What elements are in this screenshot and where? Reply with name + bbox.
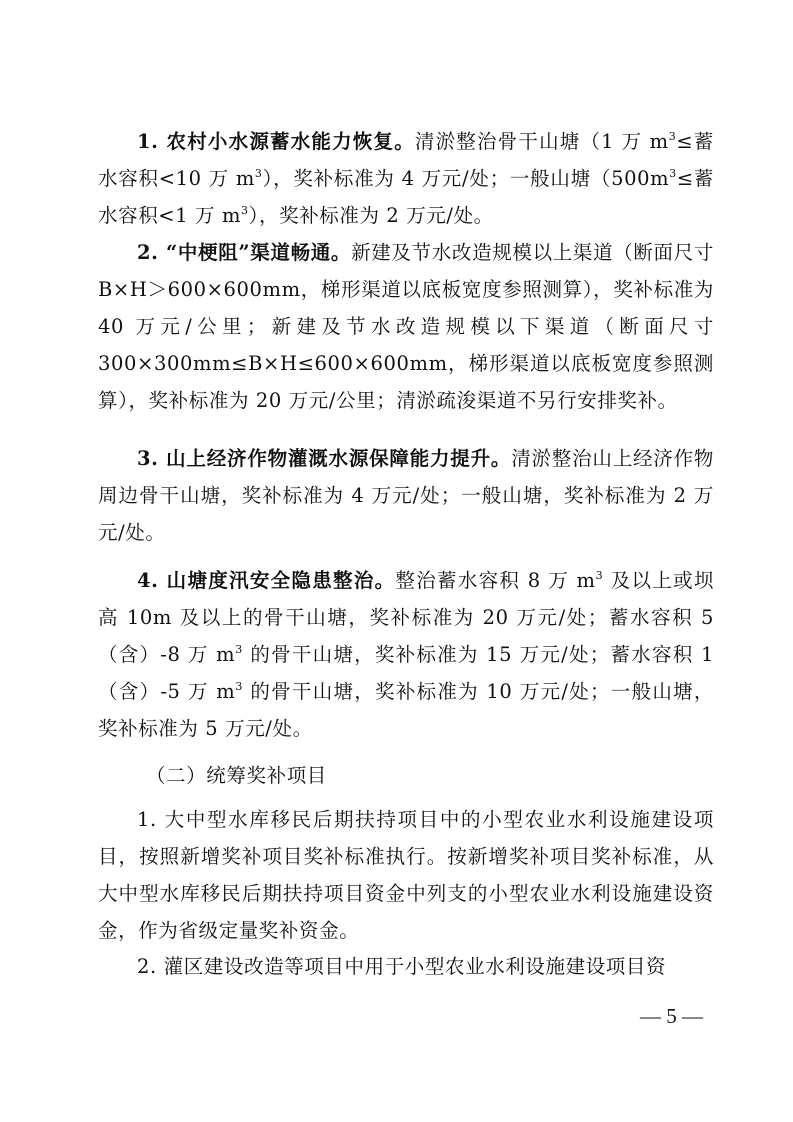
item-1-paragraph [98,123,714,234]
page-number: — 5 — [640,1004,703,1028]
item-4-paragraph [98,562,714,747]
item-3-lead: 3. 山上经济作物灌溉水源保障能力提升。 [137,447,512,470]
superscript: 3 [668,130,677,143]
section-2-heading: （二）统筹奖补项目 [146,764,327,787]
superscript: 3 [254,167,263,180]
section-2-item-2: 2. 灌区建设改造等项目中用于小型农业水利设施建设项目资 [137,955,667,978]
text-segment: ），奖补标准为 2 万元/处。 [248,204,494,227]
item-4-body [98,569,714,740]
superscript: 3 [235,643,243,656]
item-3-paragraph [98,440,714,551]
text-segment: 的骨干山塘，奖补标准为 15 万元/处；蓄水容积 1（含）-5 万 m [98,643,714,703]
text-segment: 清淤整治骨干山塘（1 万 m [414,130,669,153]
superscript: 3 [595,569,604,582]
text-segment: ≤蓄水容积<10 万 m [98,130,714,190]
item-2-lead: 2. “中梗阻”渠道畅通。 [137,241,352,264]
item-2-paragraph [98,234,714,419]
text-segment: 清淤整治山上经济作物周边骨干山塘，奖补标准为 4 万元/处；一般山塘，奖补标准为 2 万元/处。 [98,447,714,544]
item-4-lead: 4. 山塘度汛安全隐患整治。 [137,569,396,592]
text-segment: 整治蓄水容积 8 万 m [395,569,596,592]
text-segment: 及以上或坝高 10m 及以上的骨干山塘，奖补标准为 20 万元/处；蓄水容积 5（含）-8 万 m [98,569,714,666]
text-segment: ），奖补标准为 4 万元/处；一般山塘（500m [262,167,670,190]
item-2-body [98,241,714,412]
superscript: 3 [669,167,677,180]
section-2-item-1: 1. 大中型水库移民后期扶持项目中的小型农业水利设施建设项目，按照新增奖补项目奖补标准执行。按新增奖补项目奖补标准，从大中型水库移民后期扶持项目资金中列支的小型农业水利设施建设资金，作为省级定量奖补资金。 [98,808,714,942]
superscript: 3 [241,204,249,217]
text-segment: 的骨干山塘，奖补标准为 10 万元/处；一般山塘，奖补标准为 5 万元/处。 [98,680,714,740]
text-segment: ≤蓄水容积<1 万 m [98,167,714,227]
item-1-lead: 1. 农村小水源蓄水能力恢复。 [137,130,415,153]
superscript: 3 [235,680,243,693]
text-segment: 新建及节水改造规模以上渠道（断面尺寸 B×H＞600×600mm，梯形渠道以底板宽度参照测算），奖补标准为 40 万元/公里；新建及节水改造规模以下渠道（断面尺寸 300×300mm≤B×H≤600×600mm，梯形渠道以底板宽度参照测算），奖补标准为 20 万元/公里；清淤疏浚渠道不另行安排奖补。 [98,241,714,412]
